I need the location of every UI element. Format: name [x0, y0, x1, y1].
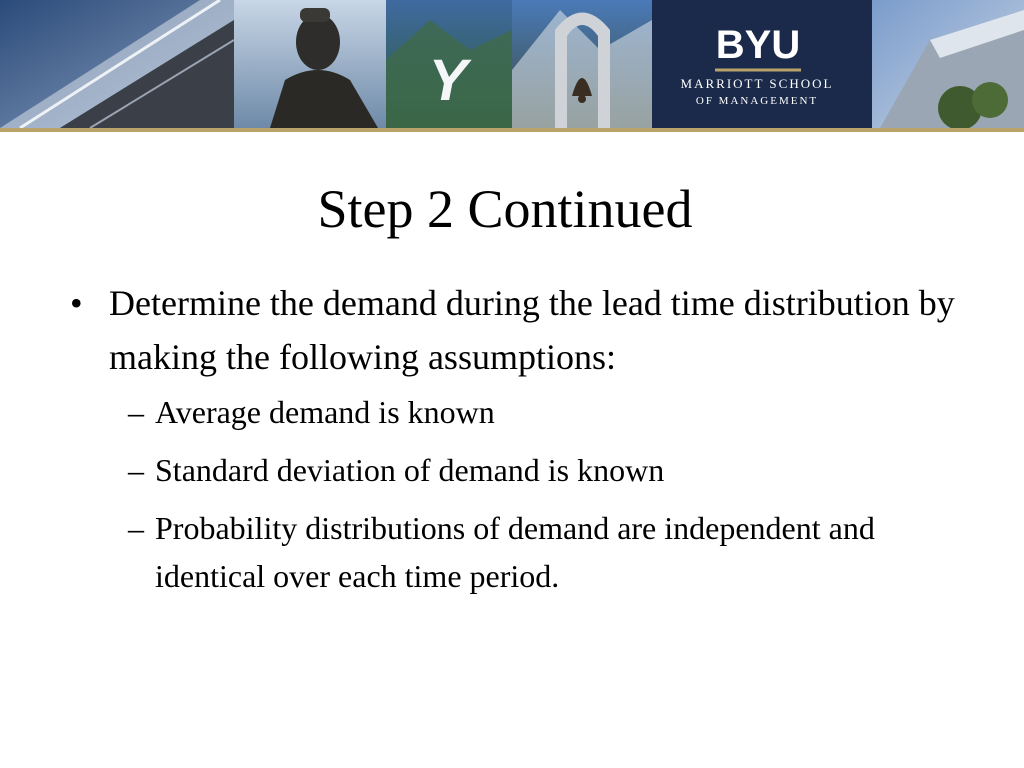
banner-divider — [0, 128, 1024, 132]
sub-bullet-text: Standard deviation of demand is known — [155, 452, 665, 488]
banner-photo-strip — [0, 0, 1024, 128]
byu-marriott-logo — [652, 0, 872, 128]
sub-bullet-marker: – — [128, 452, 144, 488]
statue-photo — [234, 0, 386, 128]
bullet-text: Determine the demand during the lead time distribution by making the following assumptions: — [109, 283, 955, 377]
sub-bullet-marker: – — [128, 394, 144, 430]
sub-bullet-item — [128, 446, 970, 494]
building-photo — [0, 0, 234, 128]
y-glyph: Y — [428, 48, 468, 113]
slide-content — [70, 276, 970, 610]
logo-school-line1: MARRIOTT SCHOOL — [680, 76, 834, 91]
bell-tower-photo — [512, 0, 652, 128]
logo-byu-text: BYU — [715, 23, 801, 67]
modern-building-photo — [872, 0, 1024, 128]
sub-bullet-item — [128, 504, 970, 600]
logo-school-line2: OF MANAGEMENT — [695, 95, 819, 107]
bullet-marker: • — [70, 283, 83, 323]
bullet-item — [70, 276, 970, 384]
y-mountain-photo — [386, 0, 512, 128]
sub-bullet-list — [128, 388, 970, 600]
sub-bullet-text: Probability distributions of demand are independent and identical over each time period. — [155, 510, 875, 594]
sub-bullet-item — [128, 388, 970, 436]
header-banner — [0, 0, 1024, 128]
sub-bullet-text: Average demand is known — [155, 394, 495, 430]
sub-bullet-marker: – — [128, 510, 144, 546]
slide-title: Step 2 Continued — [317, 179, 693, 239]
